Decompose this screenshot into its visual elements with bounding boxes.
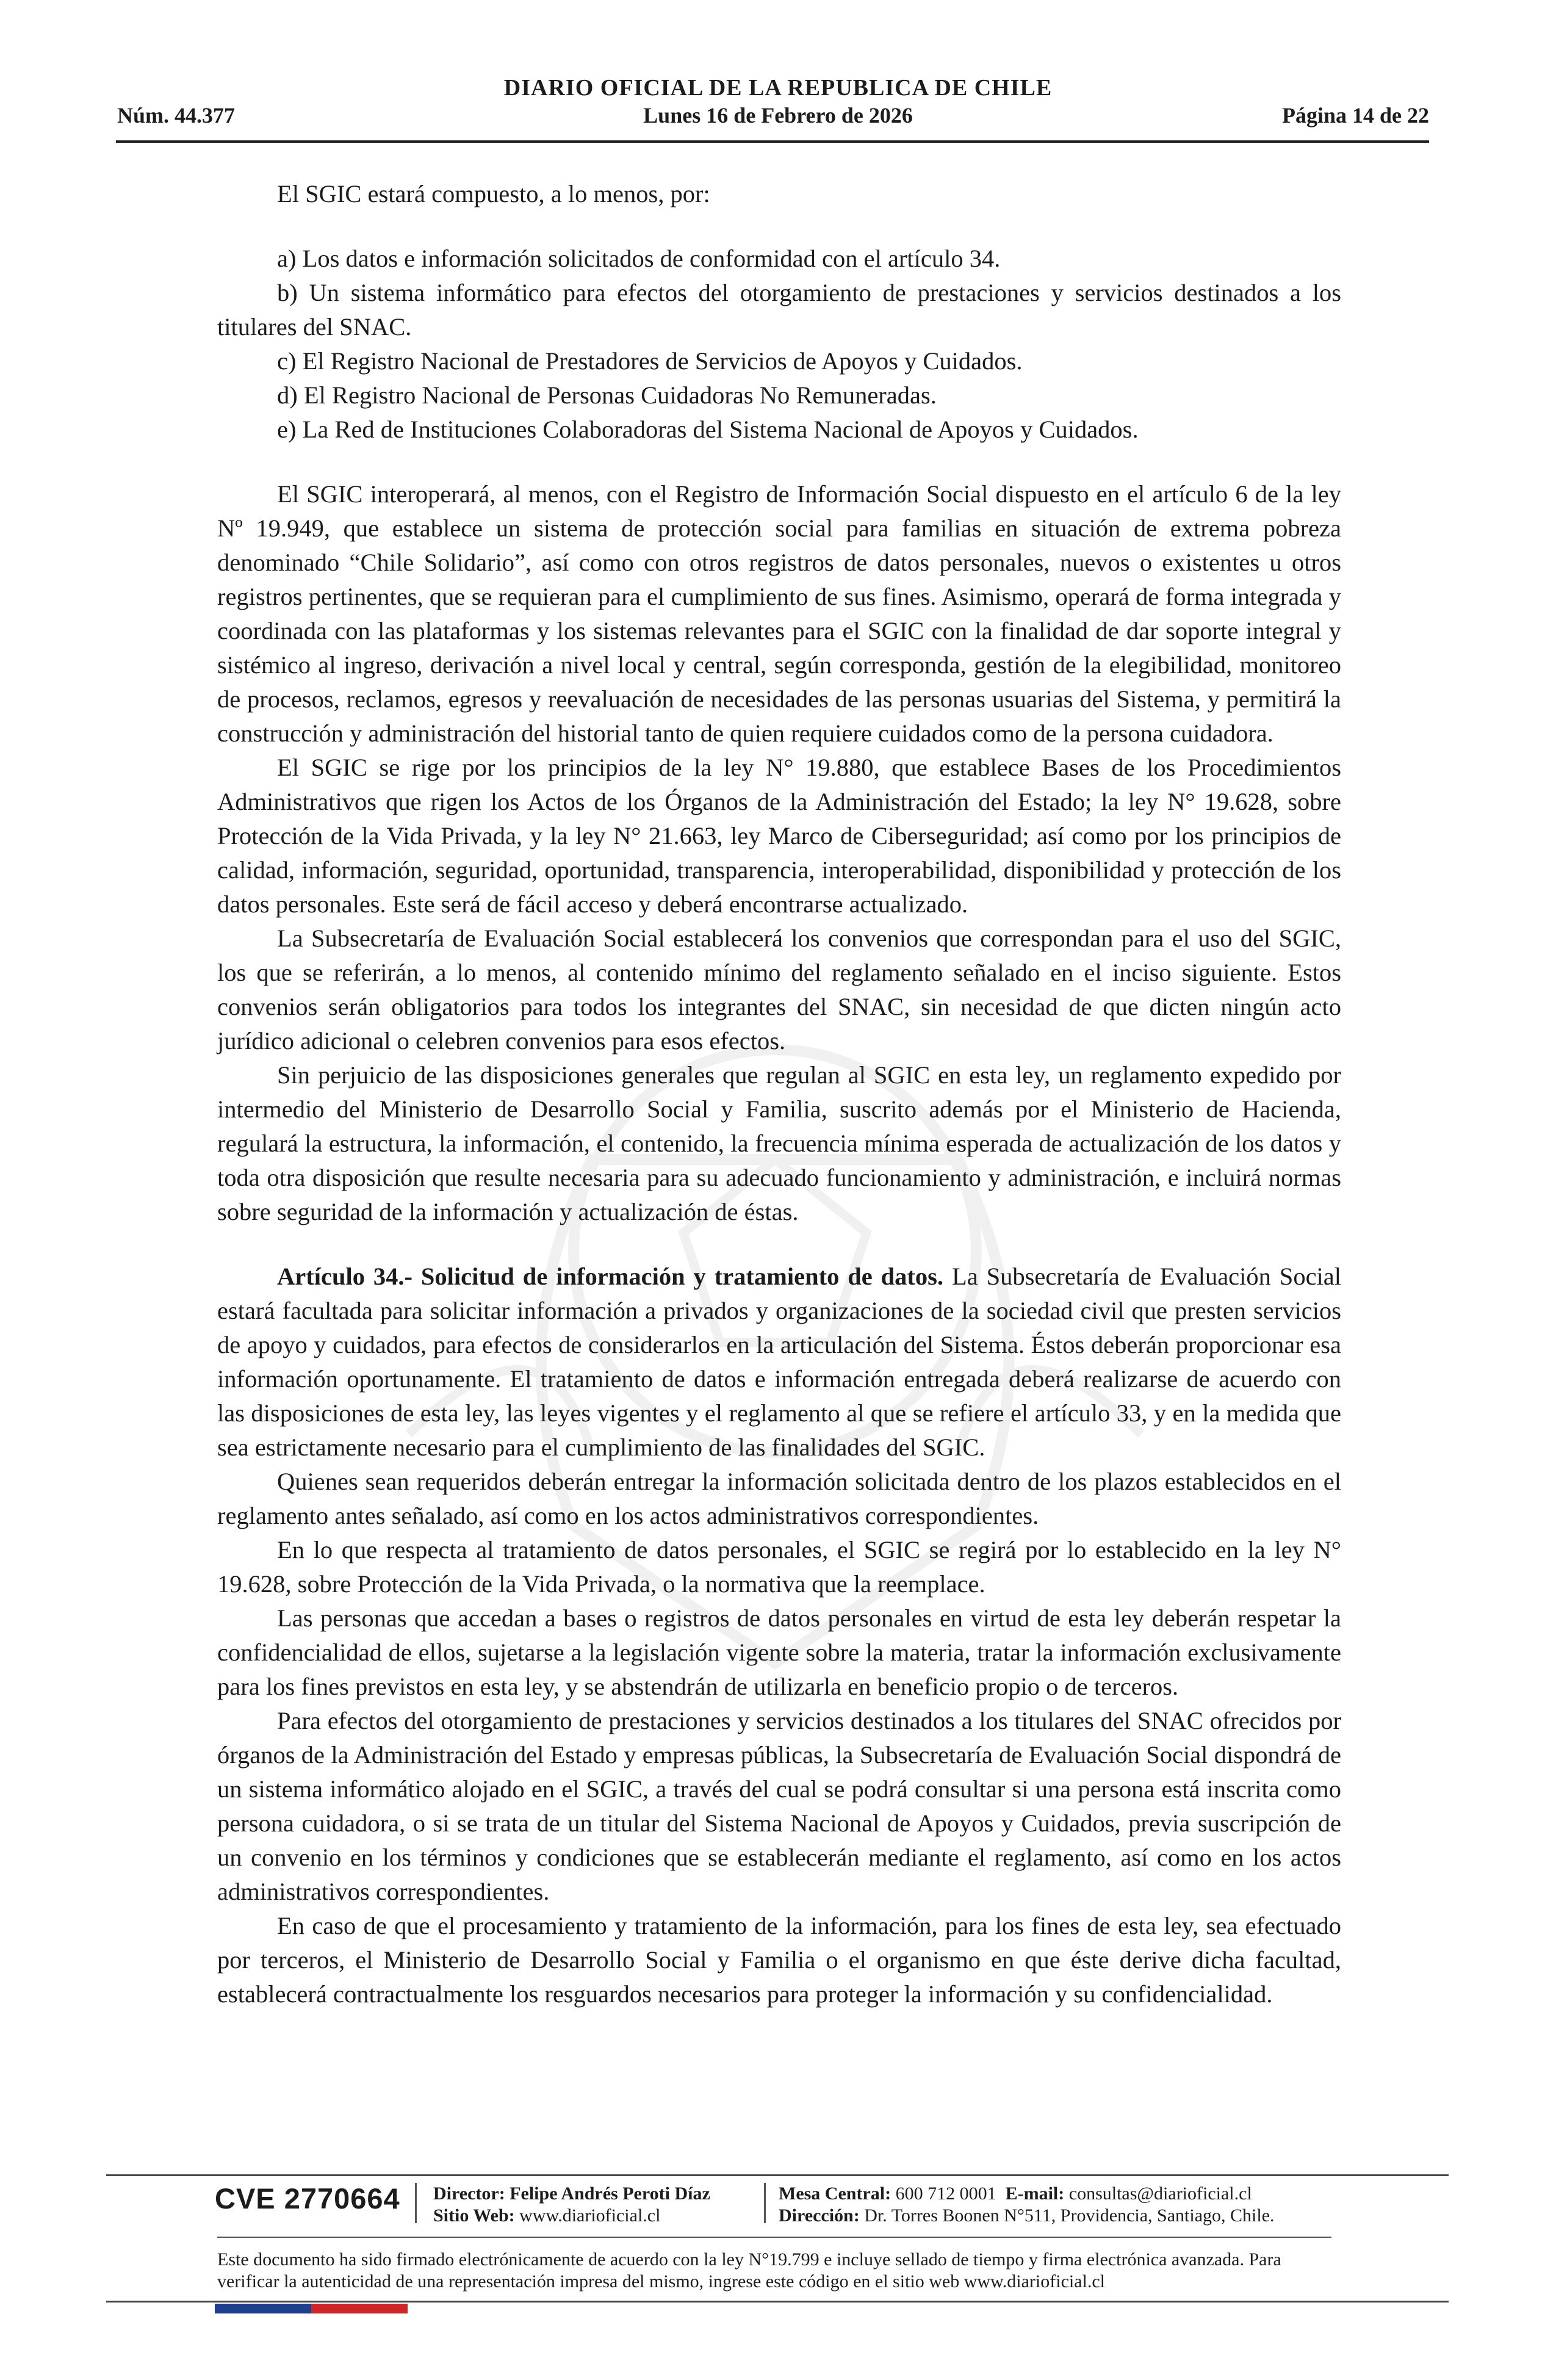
paragraph: En lo que respecta al tratamiento de datos personales, el SGIC se regirá por lo establecido en la ley N° 19.628, sobre Protección de la Vida Privada, o la normativa que la reemplace.: [217, 1536, 1341, 1598]
web-label: Sitio Web:: [433, 2205, 515, 2226]
article-34-text: La Subsecretaría de Evaluación Social estará facultada para solicitar información a privados y organizaciones de la sociedad civil que presten servicios de apoyo y cuidados, para efectos de considerarlos en la articulación del Sistema. Éstos deberán proporcionar esa información oportunamente. El tratamiento de datos e información entregada deberá realizarse de acuerdo con las disposiciones de esta ley, las leyes vigentes y el reglamento al que se refiere el artículo 33, y en la medida que sea estrictamente necesario para el cumplimiento de las finalidades del SGIC.: [217, 1263, 1342, 1461]
paragraph: Las personas que accedan a bases o registros de datos personales en virtud de esta ley deberán respetar la confidencialidad de ellos, sujetarse a la legislación vigente sobre la materia, tratar la información exclusivamente para los fines previstos en esta ley, y se abstendrán de utilizarla en beneficio propio o de terceros.: [217, 1604, 1341, 1700]
list-item: e) La Red de Instituciones Colaboradoras del Sistema Nacional de Apoyos y Cuidados.: [277, 416, 1139, 443]
paragraph: Quienes sean requeridos deberán entregar la información solicitada dentro de los plazos establecidos en el reglamento antes señalado, así como en los actos administrativos correspondientes.: [217, 1468, 1341, 1529]
footer-separator: [415, 2183, 417, 2223]
director-label: Director:: [433, 2183, 505, 2204]
mesa-label: Mesa Central:: [779, 2183, 891, 2204]
article-34-paragraph: [217, 1260, 1341, 1465]
flag-stripe-red: [311, 2304, 408, 2313]
address-value: Dr. Torres Boonen N°511, Providencia, Santiago, Chile.: [864, 2205, 1275, 2226]
email-label: E-mail:: [1005, 2183, 1065, 2204]
list-item: d) El Registro Nacional de Personas Cuidadoras No Remuneradas.: [277, 381, 937, 409]
cve-code: CVE 2770664: [215, 2182, 400, 2215]
web-link[interactable]: www.diarioficial.cl: [519, 2205, 661, 2226]
footer-rule-bottom: [106, 2301, 1449, 2302]
newspaper-title: DIARIO OFICIAL DE LA REPUBLICA DE CHILE: [503, 75, 1053, 101]
paragraph: El SGIC interoperará, al menos, con el Registro de Información Social dispuesto en el artículo 6 de la ley Nº 19.949, que establece un sistema de protección social para familias en situación de extrema pobreza denominado “Chile Solidario”, así como con otros registros de datos personales, nuevos o existentes u otros registros pertinentes, que se requieran para el cumplimiento de sus fines. Asimismo, operará de forma integrada y coordinada con las plataformas y los sistemas relevantes para el SGIC con la finalidad de dar soporte integral y sistémico al ingreso, derivación a nivel local y central, según corresponda, gestión de la elegibilidad, monitoreo de procesos, reclamos, egresos y reevaluación de necesidades de las personas usuarias del Sistema, y permitirá la construcción y administración del historial tanto de quien requiere cuidados como de la persona cuidadora.: [217, 480, 1341, 747]
issue-date: Lunes 16 de Febrero de 2026: [643, 103, 913, 128]
paragraph: El SGIC se rige por los principios de la ley N° 19.880, que establece Bases de los Procedimientos Administrativos que rigen los Actos de los Órganos de la Administración del Estado; la ley N° 19.628, sobre Protección de la Vida Privada, y la ley N° 21.663, ley Marco de Ciberseguridad; así como por los principios de calidad, información, seguridad, oportunidad, transparencia, interoperabilidad, disponibilidad y protección de los datos personales. Este será de fácil acceso y deberá encontrarse actualizado.: [217, 754, 1341, 918]
list-item: a) Los datos e información solicitados de conformidad con el artículo 34.: [277, 245, 1001, 272]
list-item: b) Un sistema informático para efectos del otorgamiento de prestaciones y servicios destinados a los titulares del SNAC.: [217, 279, 1341, 341]
footer-contact-block: [779, 2183, 1275, 2227]
director-name: Felipe Andrés Peroti Díaz: [510, 2183, 710, 2204]
issue-number: Núm. 44.377: [117, 103, 236, 128]
footer-director-block: [433, 2183, 710, 2227]
page-indicator: Página 14 de 22: [1281, 103, 1429, 128]
footer-rule-mid: [217, 2237, 1331, 2238]
flag-stripe-blue: [215, 2304, 311, 2313]
article-34-heading: Artículo 34.- Solicitud de información y tratamiento de datos.: [277, 1263, 944, 1290]
list-item: c) El Registro Nacional de Prestadores de Servicios de Apoyos y Cuidados.: [277, 347, 1023, 375]
paragraph: Para efectos del otorgamiento de prestaciones y servicios destinados a los titulares del SNAC ofrecidos por órganos de la Administración del Estado y empresas públicas, la Subsecretaría de Evaluación Social dispondrá de un sistema informático alojado en el SGIC, a través del cual se podrá consultar si una persona está inscrita como persona cuidadora, o si se trata de un titular del Sistema Nacional de Apoyos y Cuidados, previa suscripción de un convenio en los términos y condiciones que se establecerán mediante el reglamento, así como en los actos administrativos correspondientes.: [217, 1707, 1341, 1905]
intro-paragraph: El SGIC estará compuesto, a lo menos, por:: [277, 180, 710, 207]
signature-note: Este documento ha sido firmado electrónicamente de acuerdo con la ley N°19.799 e incluye sellado de tiempo y firma electrónica avanzada. Para verificar la autenticidad de una representación impresa del mismo, ingrese este código en el sitio web www.diarioficial.cl: [217, 2249, 1281, 2292]
article-body: [217, 177, 1341, 2011]
paragraph: Sin perjuicio de las disposiciones generales que regulan al SGIC en esta ley, un reglamento expedido por intermedio del Ministerio de Desarrollo Social y Familia, suscrito además por el Ministerio de Hacienda, regulará la estructura, la información, el contenido, la frecuencia mínima esperada de actualización de los datos y toda otra disposición que resulte necesaria para su adecuado funcionamiento y administración, e incluirá normas sobre seguridad de la información y actualización de éstas.: [217, 1061, 1341, 1225]
address-label: Dirección:: [779, 2205, 860, 2226]
paragraph: La Subsecretaría de Evaluación Social establecerá los convenios que correspondan para el uso del SGIC, los que se referirán, a lo menos, al contenido mínimo del reglamento señalado en el inciso siguiente. Estos convenios serán obligatorios para todos los integrantes del SNAC, sin necesidad de que dicten ningún acto jurídico adicional o celebren convenios para esos efectos.: [217, 925, 1341, 1055]
email-link[interactable]: consultas@diarioficial.cl: [1068, 2183, 1252, 2204]
paragraph: En caso de que el procesamiento y tratamiento de la información, para los fines de esta ley, sea efectuado por terceros, el Ministerio de Desarrollo Social y Familia o el organismo en que éste derive dicha facultad, establecerá contractualmente los resguardos necesarios para proteger la información y su confidencialidad.: [217, 1912, 1341, 2008]
mesa-value: 600 712 0001: [895, 2183, 996, 2204]
header-rule: [116, 140, 1429, 143]
footer-rule-top: [106, 2174, 1449, 2176]
footer-separator: [764, 2183, 766, 2223]
